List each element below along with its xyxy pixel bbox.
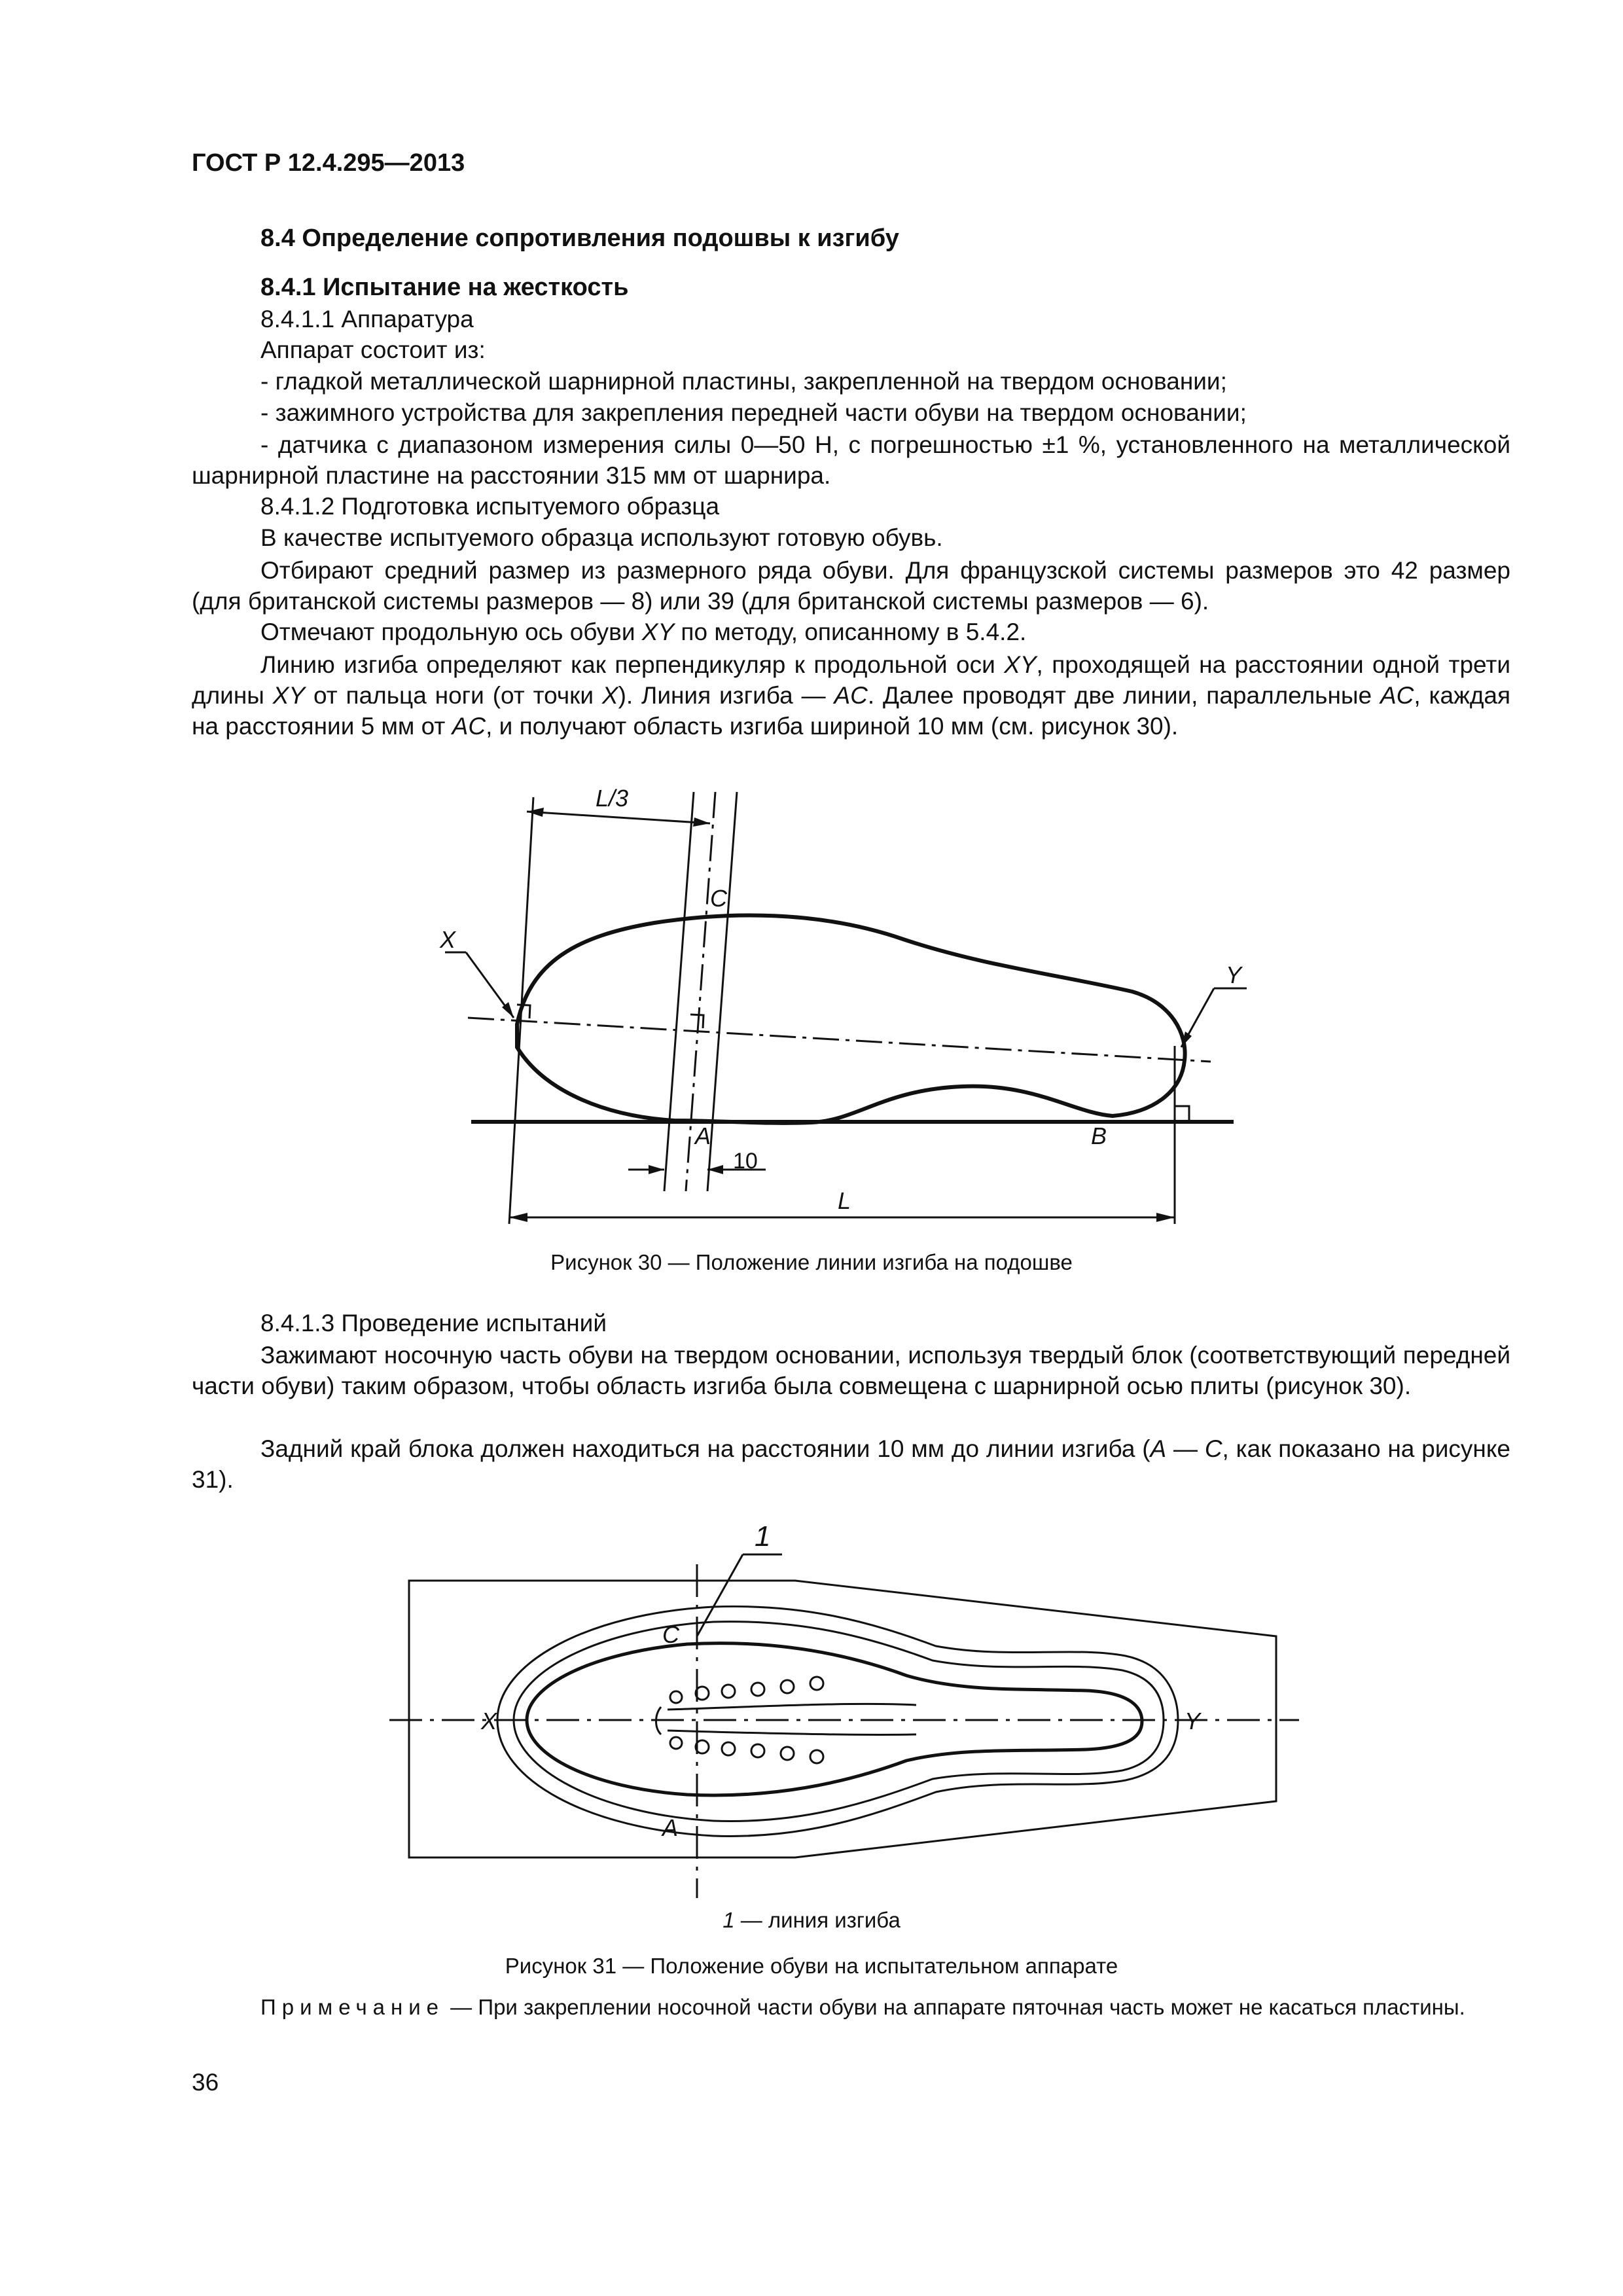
label-y: Y xyxy=(1226,961,1242,988)
shoe-outer-contour xyxy=(497,1606,1178,1836)
label-x: X xyxy=(481,1708,497,1734)
prep-paragraph-4: Линию изгиба определяют как перпендикуляр к продольной оси XY, проходящей на расстоянии одной трети длины XY от пальца ноги (от точки X). Линия изгиба — AC. Далее проводят две линии, параллельные AC, каждая на расстоянии 5 мм от AC, и получают область изгиба шириной 10 мм (см. рисунок 30). xyxy=(192,651,1511,740)
document-standard-header: ГОСТ Р 12.4.295—2013 xyxy=(192,149,465,177)
label-l: L xyxy=(838,1187,851,1214)
label-x: X xyxy=(440,926,456,953)
prep-paragraph-2: Отбирают средний размер из размерного ряда обуви. Для французской системы размеров это 42 размер (для британской системы размеров — 8) или 39 (для британской системы размеров — 6). xyxy=(192,557,1510,615)
label-c: C xyxy=(710,885,727,912)
figure-31-caption: Рисунок 31 — Положение обуви на испытательном аппарате xyxy=(505,1954,1118,1978)
prep-heading: 8.4.1.2 Подготовка испытуемого образца xyxy=(260,493,720,520)
label-one: 1 xyxy=(755,1520,771,1552)
figure-30-caption: Рисунок 30 — Положение линии изгиба на подошве xyxy=(550,1250,1073,1274)
test-paragraph-1: Зажимают носочную часть обуви на твердом основании, используя твердый блок (соответствующий передней части обуви) таким образом, чтобы область изгиба была совмещена с шарнирной осью плиты (рисунок 30). xyxy=(192,1342,1510,1399)
label-l-third: L/3 xyxy=(596,785,629,812)
apparatus-intro: Аппарат состоит из: xyxy=(260,336,486,363)
page-number: 36 xyxy=(192,2069,219,2096)
label-y: Y xyxy=(1185,1708,1201,1734)
apparatus-item-3: - датчика с диапазоном измерения силы 0—50 Н, с погрешностью ±1 %, установленного на металлической шарнирной пластине на расстоянии 315 мм от шарнира. xyxy=(192,431,1510,489)
section-title: 8.4 Определение сопротивления подошвы к изгибу xyxy=(260,224,899,252)
prep-paragraph-1: В качестве испытуемого образца используют готовую обувь. xyxy=(260,524,943,551)
apparatus-item-2: - зажимного устройства для закрепления передней части обуви на твердом основании; xyxy=(260,399,1247,426)
label-a: A xyxy=(662,1814,679,1841)
label-ten: 10 xyxy=(733,1149,758,1174)
subsection-title: 8.4.1 Испытание на жесткость xyxy=(260,274,629,301)
apparatus-heading: 8.4.1.1 Аппаратура xyxy=(260,306,474,332)
apparatus-item-1: - гладкой металлической шарнирной пластины, закрепленной на твердом основании; xyxy=(260,368,1227,395)
note: Примечание — При закреплении носочной части обуви на аппарате пяточная часть может не касаться пластины. xyxy=(260,1995,1465,2019)
label-b: B xyxy=(1091,1122,1107,1149)
test-heading: 8.4.1.3 Проведение испытаний xyxy=(260,1310,607,1336)
figure-31-legend: 1 — линия изгиба xyxy=(722,1908,901,1932)
test-paragraph-2: Задний край блока должен находиться на расстоянии 10 мм до линии изгиба (A — C, как показано на рисунке 31). xyxy=(192,1435,1510,1493)
label-a: A xyxy=(695,1122,711,1149)
prep-paragraph-3: Отмечают продольную ось обуви XY по методу, описанному в 5.4.2. xyxy=(260,619,1027,645)
label-c: C xyxy=(662,1621,679,1648)
